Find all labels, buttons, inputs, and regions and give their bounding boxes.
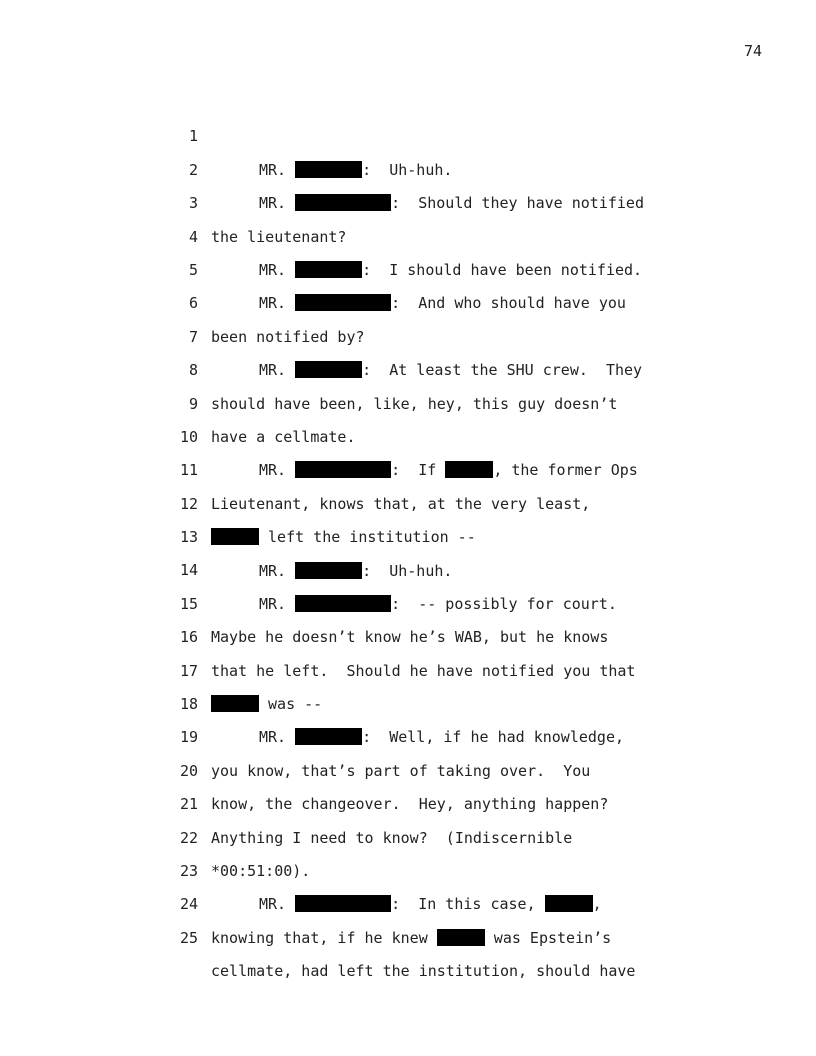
line-text: cellmate, had left the institution, should have	[211, 962, 636, 981]
line-number: 9	[188, 394, 198, 413]
line-text: MR. : At least the SHU crew. They	[259, 361, 643, 380]
line-text: the lieutenant?	[211, 227, 347, 246]
line-number: 10	[179, 427, 198, 446]
line-number: 1	[188, 127, 198, 146]
line-number: 14	[179, 561, 198, 580]
line-number: 13	[179, 528, 198, 547]
line-text: MR. : And who should have you	[259, 294, 626, 313]
line-text: knowing that, if he knew was Epstein’s	[211, 928, 612, 947]
transcript-line	[170, 87, 730, 179]
line-text: know, the changeover. Hey, anything happen?	[211, 795, 609, 814]
line-number: 8	[188, 361, 198, 380]
line-text: been notified by?	[211, 327, 365, 346]
line-number: 20	[179, 761, 198, 780]
redaction-bar	[437, 929, 485, 946]
line-text: that he left. Should he have notified you that	[211, 661, 636, 680]
transcript-body	[170, 87, 730, 981]
line-text: MR. : Well, if he had knowledge,	[259, 728, 625, 747]
line-text: MR. : Should they have notified	[259, 194, 644, 213]
line-text: you know, that’s part of taking over. You	[211, 761, 591, 780]
line-text: MR. : Uh-huh.	[259, 160, 453, 179]
line-number: 24	[179, 895, 198, 914]
line-number: 6	[188, 294, 198, 313]
line-text: Anything I need to know? (Indiscernible	[211, 828, 573, 847]
line-number: 19	[179, 728, 198, 747]
line-number: 25	[179, 928, 198, 947]
line-number: 3	[188, 194, 198, 213]
line-text: MR. : -- possibly for court.	[259, 594, 617, 613]
line-number: 22	[179, 828, 198, 847]
line-text: MR. : I should have been notified.	[259, 260, 643, 279]
line-text: left the institution --	[211, 521, 476, 554]
line-number: 2	[188, 160, 198, 179]
line-text: MR. : Uh-huh.	[259, 561, 453, 580]
line-text: Maybe he doesn’t know he’s WAB, but he knows	[211, 628, 609, 647]
line-number: 16	[179, 628, 198, 647]
line-number: 5	[188, 260, 198, 279]
line-number: 12	[179, 494, 198, 513]
line-text: *00:51:00).	[211, 862, 311, 881]
line-number: 21	[179, 795, 198, 814]
line-text: should have been, like, hey, this guy doesn’t	[211, 394, 618, 413]
line-number: 11	[179, 461, 198, 480]
line-text: Lieutenant, knows that, at the very least,	[211, 494, 591, 513]
line-text: MR. : In this case, ,	[259, 895, 602, 914]
line-number: 4	[188, 227, 198, 246]
line-number: 15	[179, 594, 198, 613]
line-number: 23	[179, 862, 198, 880]
page-number: 74	[743, 42, 762, 60]
line-number: 7	[188, 327, 198, 346]
line-text: have a cellmate.	[211, 427, 356, 446]
line-text: was --	[211, 688, 322, 721]
line-text: MR. : If , the former Ops	[259, 461, 638, 480]
line-number: 17	[179, 661, 198, 680]
line-number: 18	[179, 695, 198, 714]
